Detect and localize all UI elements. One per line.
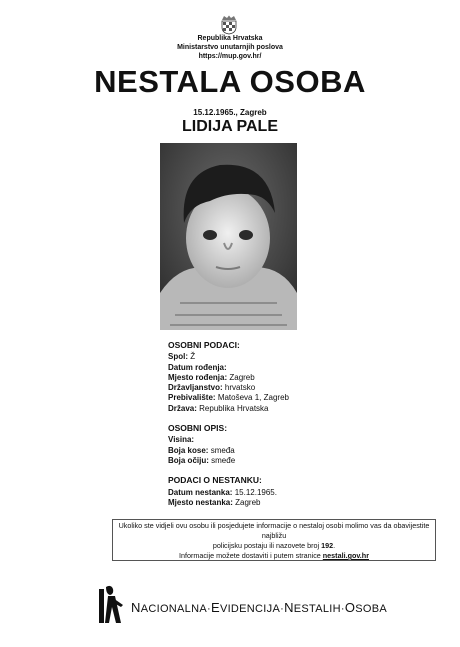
detail-label: Visina: <box>168 435 195 445</box>
logo-word-cap: O <box>344 600 356 615</box>
contact-notice-box <box>112 519 436 561</box>
detail-row <box>168 363 408 373</box>
nestali-website-link[interactable]: nestali.gov.hr <box>322 551 369 560</box>
detail-value: smeđe <box>211 455 236 465</box>
notice-text: Informacije možete dostaviti i putem stranice <box>178 551 323 560</box>
section-heading: OSOBNI PODACI: <box>168 340 240 350</box>
detail-value: 15.12.1965. <box>234 487 277 497</box>
detail-label: Država: <box>168 403 197 413</box>
detail-row <box>168 456 408 466</box>
detail-value: Zagreb <box>229 372 255 382</box>
emergency-phone-number: 192 <box>321 541 334 550</box>
poster-title: NESTALA OSOBA <box>94 64 366 99</box>
person-photo <box>160 143 297 330</box>
detail-label: Boja kose: <box>168 445 209 455</box>
notice-line: Ukoliko ste vidjeli ovu osobu ili posjedujete informacije o nestaloj osobi molimo vas da obavijestite najbližu <box>118 521 430 540</box>
detail-label: Datum nestanka: <box>168 487 233 497</box>
missing-persons-registry-logo-text: NACIONALNA·EVIDENCIJA·NESTALIH·OSOBA <box>131 600 388 615</box>
detail-label: Državljanstvo: <box>168 383 223 393</box>
description-section <box>168 423 408 466</box>
detail-value: Ž <box>190 352 196 362</box>
ministry-url: https://mup.gov.hr/ <box>198 53 262 60</box>
logo-word: VIDENCIJA <box>219 603 281 615</box>
logo-word: ACIONALNA <box>140 603 207 615</box>
detail-row <box>168 383 408 393</box>
logo-word-cap: N <box>131 600 141 615</box>
person-name: LIDIJA PALE <box>181 118 278 135</box>
date-place: 15.12.1965., Zagreb <box>193 108 267 117</box>
detail-value: Republika Hrvatska <box>199 403 269 413</box>
notice-line: policijsku postaju ili nazovete broj 192. <box>212 541 336 550</box>
section-heading: OSOBNI OPIS: <box>168 423 228 434</box>
croatia-coat-of-arms-icon <box>219 15 239 35</box>
detail-row <box>168 373 408 383</box>
detail-row <box>168 488 408 498</box>
missing-persons-logo-icon <box>99 585 125 623</box>
detail-row <box>168 393 408 403</box>
logo-word: ESTALIH <box>293 603 341 615</box>
detail-label: Mjesto rođenja: <box>168 372 228 382</box>
detail-value: smeđa <box>210 445 235 455</box>
detail-label: Mjesto nestanka: <box>168 497 233 507</box>
detail-row <box>168 446 408 456</box>
details-block <box>168 340 408 517</box>
notice-text: policijsku postaju ili nazovete broj <box>212 541 322 550</box>
detail-row <box>168 435 408 445</box>
ministry-line: Ministarstvo unutarnjih poslova <box>177 44 283 51</box>
detail-value: Matoševa 1, Zagreb <box>217 393 289 403</box>
ministry-line: Republika Hrvatska <box>197 35 263 42</box>
detail-label: Datum rođenja: <box>168 362 227 372</box>
disappearance-section <box>168 475 408 508</box>
logo-word: SOBA <box>355 603 388 615</box>
detail-row <box>168 352 408 362</box>
detail-value: hrvatsko <box>224 383 256 393</box>
ministry-header <box>0 34 460 61</box>
detail-label: Boja očiju: <box>168 455 209 465</box>
detail-row <box>168 404 408 414</box>
notice-line <box>113 551 435 561</box>
personal-data-section <box>168 340 408 414</box>
detail-value: Zagreb <box>235 497 261 507</box>
section-heading: PODACI O NESTANKU: <box>168 475 262 486</box>
detail-row <box>168 498 408 508</box>
logo-word-cap: E <box>210 600 220 615</box>
logo-word-cap: N <box>284 600 294 615</box>
detail-label: Prebivalište: <box>168 393 216 403</box>
detail-label: Spol: <box>168 352 188 362</box>
